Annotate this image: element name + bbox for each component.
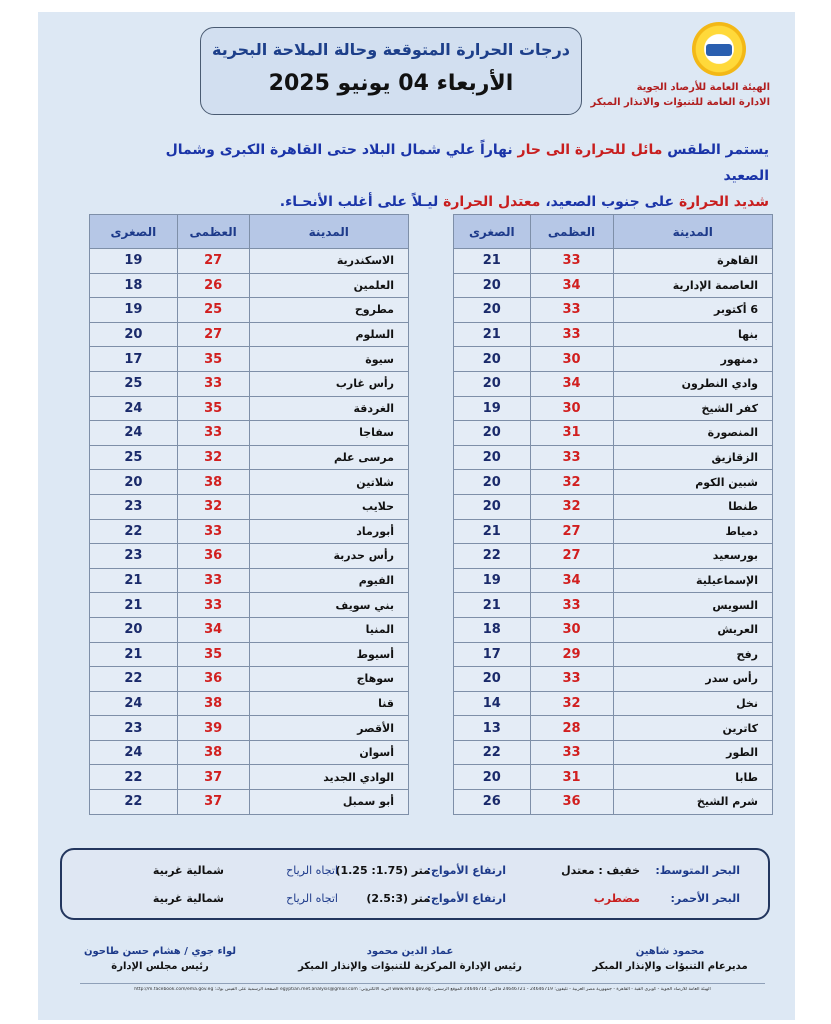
city-cell: الغردقة [249, 396, 408, 421]
city-cell: دمياط [613, 519, 773, 544]
min-temp-cell: 20 [454, 667, 531, 692]
min-temp-cell: 19 [454, 568, 531, 593]
max-temp-cell: 36 [177, 667, 249, 692]
min-temp-cell: 21 [454, 593, 531, 618]
weather-statement [120, 137, 769, 215]
min-temp-cell: 20 [90, 617, 178, 642]
max-temp-cell: 33 [530, 249, 613, 274]
max-temp-cell: 27 [177, 249, 249, 274]
wind-value: شمالية غربية [152, 892, 224, 905]
footer-divider [80, 983, 765, 984]
min-temp-cell: 26 [454, 790, 531, 815]
waves-label: ارتفاع الأمواج: [426, 864, 506, 877]
city-cell: العلمين [249, 273, 408, 298]
city-cell: العاصمة الإدارية [613, 273, 773, 298]
table-row [454, 765, 773, 790]
max-temp-cell: 33 [177, 421, 249, 446]
city-cell: شرم الشيخ [613, 790, 773, 815]
max-temp-cell: 38 [177, 740, 249, 765]
table-row [454, 298, 773, 323]
column-header-max: العظمى [177, 215, 249, 249]
min-temp-cell: 22 [454, 740, 531, 765]
waves-value: (1.25 :1.75) متر [335, 864, 430, 877]
max-temp-cell: 27 [177, 322, 249, 347]
max-temp-cell: 28 [530, 716, 613, 741]
table-row [90, 322, 409, 347]
signatory-title: رئيس مجلس الإدارة [111, 961, 209, 972]
city-cell: بني سويف [249, 593, 408, 618]
table-row [90, 593, 409, 618]
statement-text: نهاراً علي شمال البلاد حتى القاهرة الكبرى وشمال الصعيد [165, 142, 769, 184]
max-temp-cell: 25 [177, 298, 249, 323]
max-temp-cell: 33 [530, 298, 613, 323]
table-row [454, 568, 773, 593]
city-cell: بورسعيد [613, 544, 773, 569]
max-temp-cell: 33 [530, 667, 613, 692]
min-temp-cell: 24 [90, 691, 178, 716]
min-temp-cell: 21 [454, 322, 531, 347]
city-cell: رأس غارب [249, 371, 408, 396]
statement-line-2 [120, 189, 769, 215]
city-cell: القاهرة [613, 249, 773, 274]
column-header-min: الصغرى [454, 215, 531, 249]
city-cell: مرسى علم [249, 445, 408, 470]
max-temp-cell: 36 [530, 790, 613, 815]
max-temp-cell: 35 [177, 347, 249, 372]
min-temp-cell: 22 [90, 790, 178, 815]
max-temp-cell: 35 [177, 396, 249, 421]
min-temp-cell: 20 [90, 322, 178, 347]
city-cell: مطروح [249, 298, 408, 323]
min-temp-cell: 21 [454, 519, 531, 544]
table-row [90, 617, 409, 642]
table-row [90, 421, 409, 446]
statement-highlight: شديد الحرارة [678, 194, 769, 210]
sea-label: البحر الأحمر: [670, 892, 740, 905]
signatory-name: عماد الدين محمود [366, 946, 454, 957]
min-temp-cell: 22 [454, 544, 531, 569]
max-temp-cell: 39 [177, 716, 249, 741]
table-row [454, 642, 773, 667]
min-temp-cell: 20 [454, 470, 531, 495]
signature-block-3 [80, 944, 240, 974]
table-row [90, 740, 409, 765]
table-row [90, 716, 409, 741]
max-temp-cell: 35 [177, 642, 249, 667]
max-temp-cell: 32 [177, 445, 249, 470]
table-row [90, 519, 409, 544]
city-cell: كفر الشيخ [613, 396, 773, 421]
max-temp-cell: 33 [530, 445, 613, 470]
max-temp-cell: 30 [530, 347, 613, 372]
statement-text: ليـلاً على أغلب الأنحـاء. [279, 194, 444, 210]
city-cell: 6 أكتوبر [613, 298, 773, 323]
min-temp-cell: 24 [90, 740, 178, 765]
table-row [90, 298, 409, 323]
city-cell: حلايب [249, 494, 408, 519]
city-cell: المنيا [249, 617, 408, 642]
waves-value: (2.5:3) متر [366, 892, 430, 905]
column-header-min: الصغرى [90, 215, 178, 249]
signatory-title: رئيس الإدارة المركزية للتنبؤات والإنذار المبكر [298, 961, 522, 972]
max-temp-cell: 27 [530, 544, 613, 569]
min-temp-cell: 13 [454, 716, 531, 741]
min-temp-cell: 22 [90, 519, 178, 544]
max-temp-cell: 31 [530, 421, 613, 446]
table-row [90, 396, 409, 421]
wind-value: شمالية غربية [152, 864, 224, 877]
max-temp-cell: 29 [530, 642, 613, 667]
min-temp-cell: 22 [90, 667, 178, 692]
city-cell: شلاتين [249, 470, 408, 495]
table-row [90, 494, 409, 519]
table-row [454, 421, 773, 446]
min-temp-cell: 20 [454, 273, 531, 298]
table-row [454, 667, 773, 692]
table-row [90, 568, 409, 593]
city-cell: شبين الكوم [613, 470, 773, 495]
column-header-max: العظمى [530, 215, 613, 249]
statement-highlight: معتدل الحرارة [443, 194, 541, 210]
city-cell: نخل [613, 691, 773, 716]
table-row [90, 273, 409, 298]
max-temp-cell: 33 [177, 371, 249, 396]
min-temp-cell: 20 [454, 347, 531, 372]
table-row [454, 740, 773, 765]
city-cell: طابا [613, 765, 773, 790]
city-cell: طنطا [613, 494, 773, 519]
max-temp-cell: 26 [177, 273, 249, 298]
city-cell: سفاجا [249, 421, 408, 446]
table-row [454, 445, 773, 470]
min-temp-cell: 23 [90, 716, 178, 741]
max-temp-cell: 37 [177, 790, 249, 815]
statement-text: يستمر الطقس [662, 142, 769, 158]
table-row [454, 544, 773, 569]
city-cell: أسوان [249, 740, 408, 765]
table-row [454, 716, 773, 741]
table-row [90, 371, 409, 396]
min-temp-cell: 20 [454, 445, 531, 470]
min-temp-cell: 24 [90, 421, 178, 446]
table-row [90, 765, 409, 790]
city-cell: دمنهور [613, 347, 773, 372]
max-temp-cell: 34 [530, 568, 613, 593]
column-header-city: المدينة [613, 215, 773, 249]
max-temp-cell: 34 [530, 371, 613, 396]
city-cell: السويس [613, 593, 773, 618]
signature-block-1 [570, 944, 770, 974]
city-cell: وادي النطرون [613, 371, 773, 396]
table-header-row [454, 215, 773, 249]
min-temp-cell: 17 [454, 642, 531, 667]
sea-row-mediterranean [62, 864, 768, 884]
statement-line-1 [120, 137, 769, 189]
ema-logo-icon [692, 22, 746, 76]
max-temp-cell: 31 [530, 765, 613, 790]
city-cell: الاسكندرية [249, 249, 408, 274]
min-temp-cell: 14 [454, 691, 531, 716]
table-row [454, 519, 773, 544]
table-row [90, 642, 409, 667]
city-cell: رفح [613, 642, 773, 667]
table-row [454, 322, 773, 347]
city-cell: كاترين [613, 716, 773, 741]
sea-navigation-box [60, 848, 770, 920]
max-temp-cell: 37 [177, 765, 249, 790]
city-cell: رأس سدر [613, 667, 773, 692]
table-row [454, 371, 773, 396]
min-temp-cell: 23 [90, 494, 178, 519]
table-row [454, 790, 773, 815]
column-header-city: المدينة [249, 215, 408, 249]
max-temp-cell: 34 [177, 617, 249, 642]
temperature-table-left [89, 214, 409, 815]
max-temp-cell: 33 [177, 519, 249, 544]
city-cell: بنها [613, 322, 773, 347]
table-row [90, 790, 409, 815]
min-temp-cell: 20 [454, 421, 531, 446]
max-temp-cell: 34 [530, 273, 613, 298]
signatory-title: مديرعام التنبؤات والإنذار المبكر [592, 961, 748, 972]
min-temp-cell: 24 [90, 396, 178, 421]
org-line-2: الادارة العامة للتنبؤات والانذار المبكر [590, 97, 770, 108]
city-cell: سوهاج [249, 667, 408, 692]
city-cell: العريش [613, 617, 773, 642]
wind-label: اتجاه الرياح [286, 864, 338, 877]
max-temp-cell: 32 [530, 470, 613, 495]
max-temp-cell: 33 [530, 593, 613, 618]
wind-label: اتجاه الرياح [286, 892, 338, 905]
sea-state: مضطرب [593, 892, 640, 905]
min-temp-cell: 20 [454, 765, 531, 790]
statement-highlight: مائل للحرارة الى حار [517, 142, 663, 158]
max-temp-cell: 32 [177, 494, 249, 519]
max-temp-cell: 32 [530, 691, 613, 716]
city-cell: الزقازيق [613, 445, 773, 470]
table-row [454, 593, 773, 618]
table-row [90, 667, 409, 692]
min-temp-cell: 20 [454, 371, 531, 396]
city-cell: الطور [613, 740, 773, 765]
city-cell: الإسماعيلية [613, 568, 773, 593]
table-row [454, 396, 773, 421]
min-temp-cell: 17 [90, 347, 178, 372]
max-temp-cell: 38 [177, 470, 249, 495]
org-line-1: الهيئة العامة للأرصاد الجوية [636, 82, 770, 93]
city-cell: أبو سمبل [249, 790, 408, 815]
max-temp-cell: 30 [530, 617, 613, 642]
city-cell: الوادي الجديد [249, 765, 408, 790]
city-cell: رأس حدربة [249, 544, 408, 569]
min-temp-cell: 18 [90, 273, 178, 298]
max-temp-cell: 38 [177, 691, 249, 716]
table-row [454, 691, 773, 716]
max-temp-cell: 27 [530, 519, 613, 544]
min-temp-cell: 25 [90, 445, 178, 470]
min-temp-cell: 18 [454, 617, 531, 642]
max-temp-cell: 33 [530, 740, 613, 765]
min-temp-cell: 21 [90, 593, 178, 618]
min-temp-cell: 20 [454, 494, 531, 519]
max-temp-cell: 33 [530, 322, 613, 347]
min-temp-cell: 25 [90, 371, 178, 396]
min-temp-cell: 21 [90, 568, 178, 593]
table-row [90, 544, 409, 569]
max-temp-cell: 32 [530, 494, 613, 519]
sea-label: البحر المتوسط: [655, 864, 740, 877]
table-row [90, 445, 409, 470]
max-temp-cell: 36 [177, 544, 249, 569]
sea-state: خفيف : معتدل [561, 864, 640, 877]
city-cell: الفيوم [249, 568, 408, 593]
waves-label: ارتفاع الأمواج: [426, 892, 506, 905]
signatory-name: لواء جوي / هشام حسن طاحون [83, 946, 237, 957]
organization-name [591, 80, 771, 110]
table-row [90, 470, 409, 495]
max-temp-cell: 33 [177, 568, 249, 593]
city-cell: الأقصر [249, 716, 408, 741]
signature-block-2 [290, 944, 530, 974]
table-row [454, 617, 773, 642]
min-temp-cell: 22 [90, 765, 178, 790]
bulletin-date: الأربعاء 04 يونيو 2025 [268, 71, 514, 96]
table-row [454, 249, 773, 274]
min-temp-cell: 19 [90, 249, 178, 274]
table-row [454, 470, 773, 495]
min-temp-cell: 19 [454, 396, 531, 421]
sea-row-red-sea [62, 892, 768, 912]
city-cell: السلوم [249, 322, 408, 347]
min-temp-cell: 21 [454, 249, 531, 274]
min-temp-cell: 20 [90, 470, 178, 495]
statement-text: على جنوب الصعيد، [540, 194, 679, 210]
city-cell: المنصورة [613, 421, 773, 446]
min-temp-cell: 19 [90, 298, 178, 323]
city-cell: أسيوط [249, 642, 408, 667]
temperature-table-right [453, 214, 773, 815]
city-cell: سيوة [249, 347, 408, 372]
min-temp-cell: 23 [90, 544, 178, 569]
table-header-row [90, 215, 409, 249]
max-temp-cell: 30 [530, 396, 613, 421]
min-temp-cell: 21 [90, 642, 178, 667]
city-cell: قنا [249, 691, 408, 716]
title-box [200, 27, 582, 115]
max-temp-cell: 33 [177, 593, 249, 618]
table-row [454, 494, 773, 519]
footer-contact: الهيئة العامة للأرصاد الجوية - كوبري القبة - القاهرة - جمهورية مصر العربية - تليفون: 24646719 - 24646721 فاكس: 24646714 الموقع الرسمي: www.ema.gov.eg البريد الالكتروني: egyptian.met.analysis@gmail.com الصفحة الرسمية على الفيس بوك: http://m.facebook.com/ema.gov.eg [134, 987, 711, 992]
table-row [90, 691, 409, 716]
table-row [454, 347, 773, 372]
table-row [454, 273, 773, 298]
bulletin-title: درجات الحرارة المتوقعة وحالة الملاحة البحرية [211, 40, 570, 59]
signatory-name: محمود شاهين [635, 946, 705, 957]
table-row [90, 347, 409, 372]
min-temp-cell: 20 [454, 298, 531, 323]
table-row [90, 249, 409, 274]
city-cell: أبورماد [249, 519, 408, 544]
